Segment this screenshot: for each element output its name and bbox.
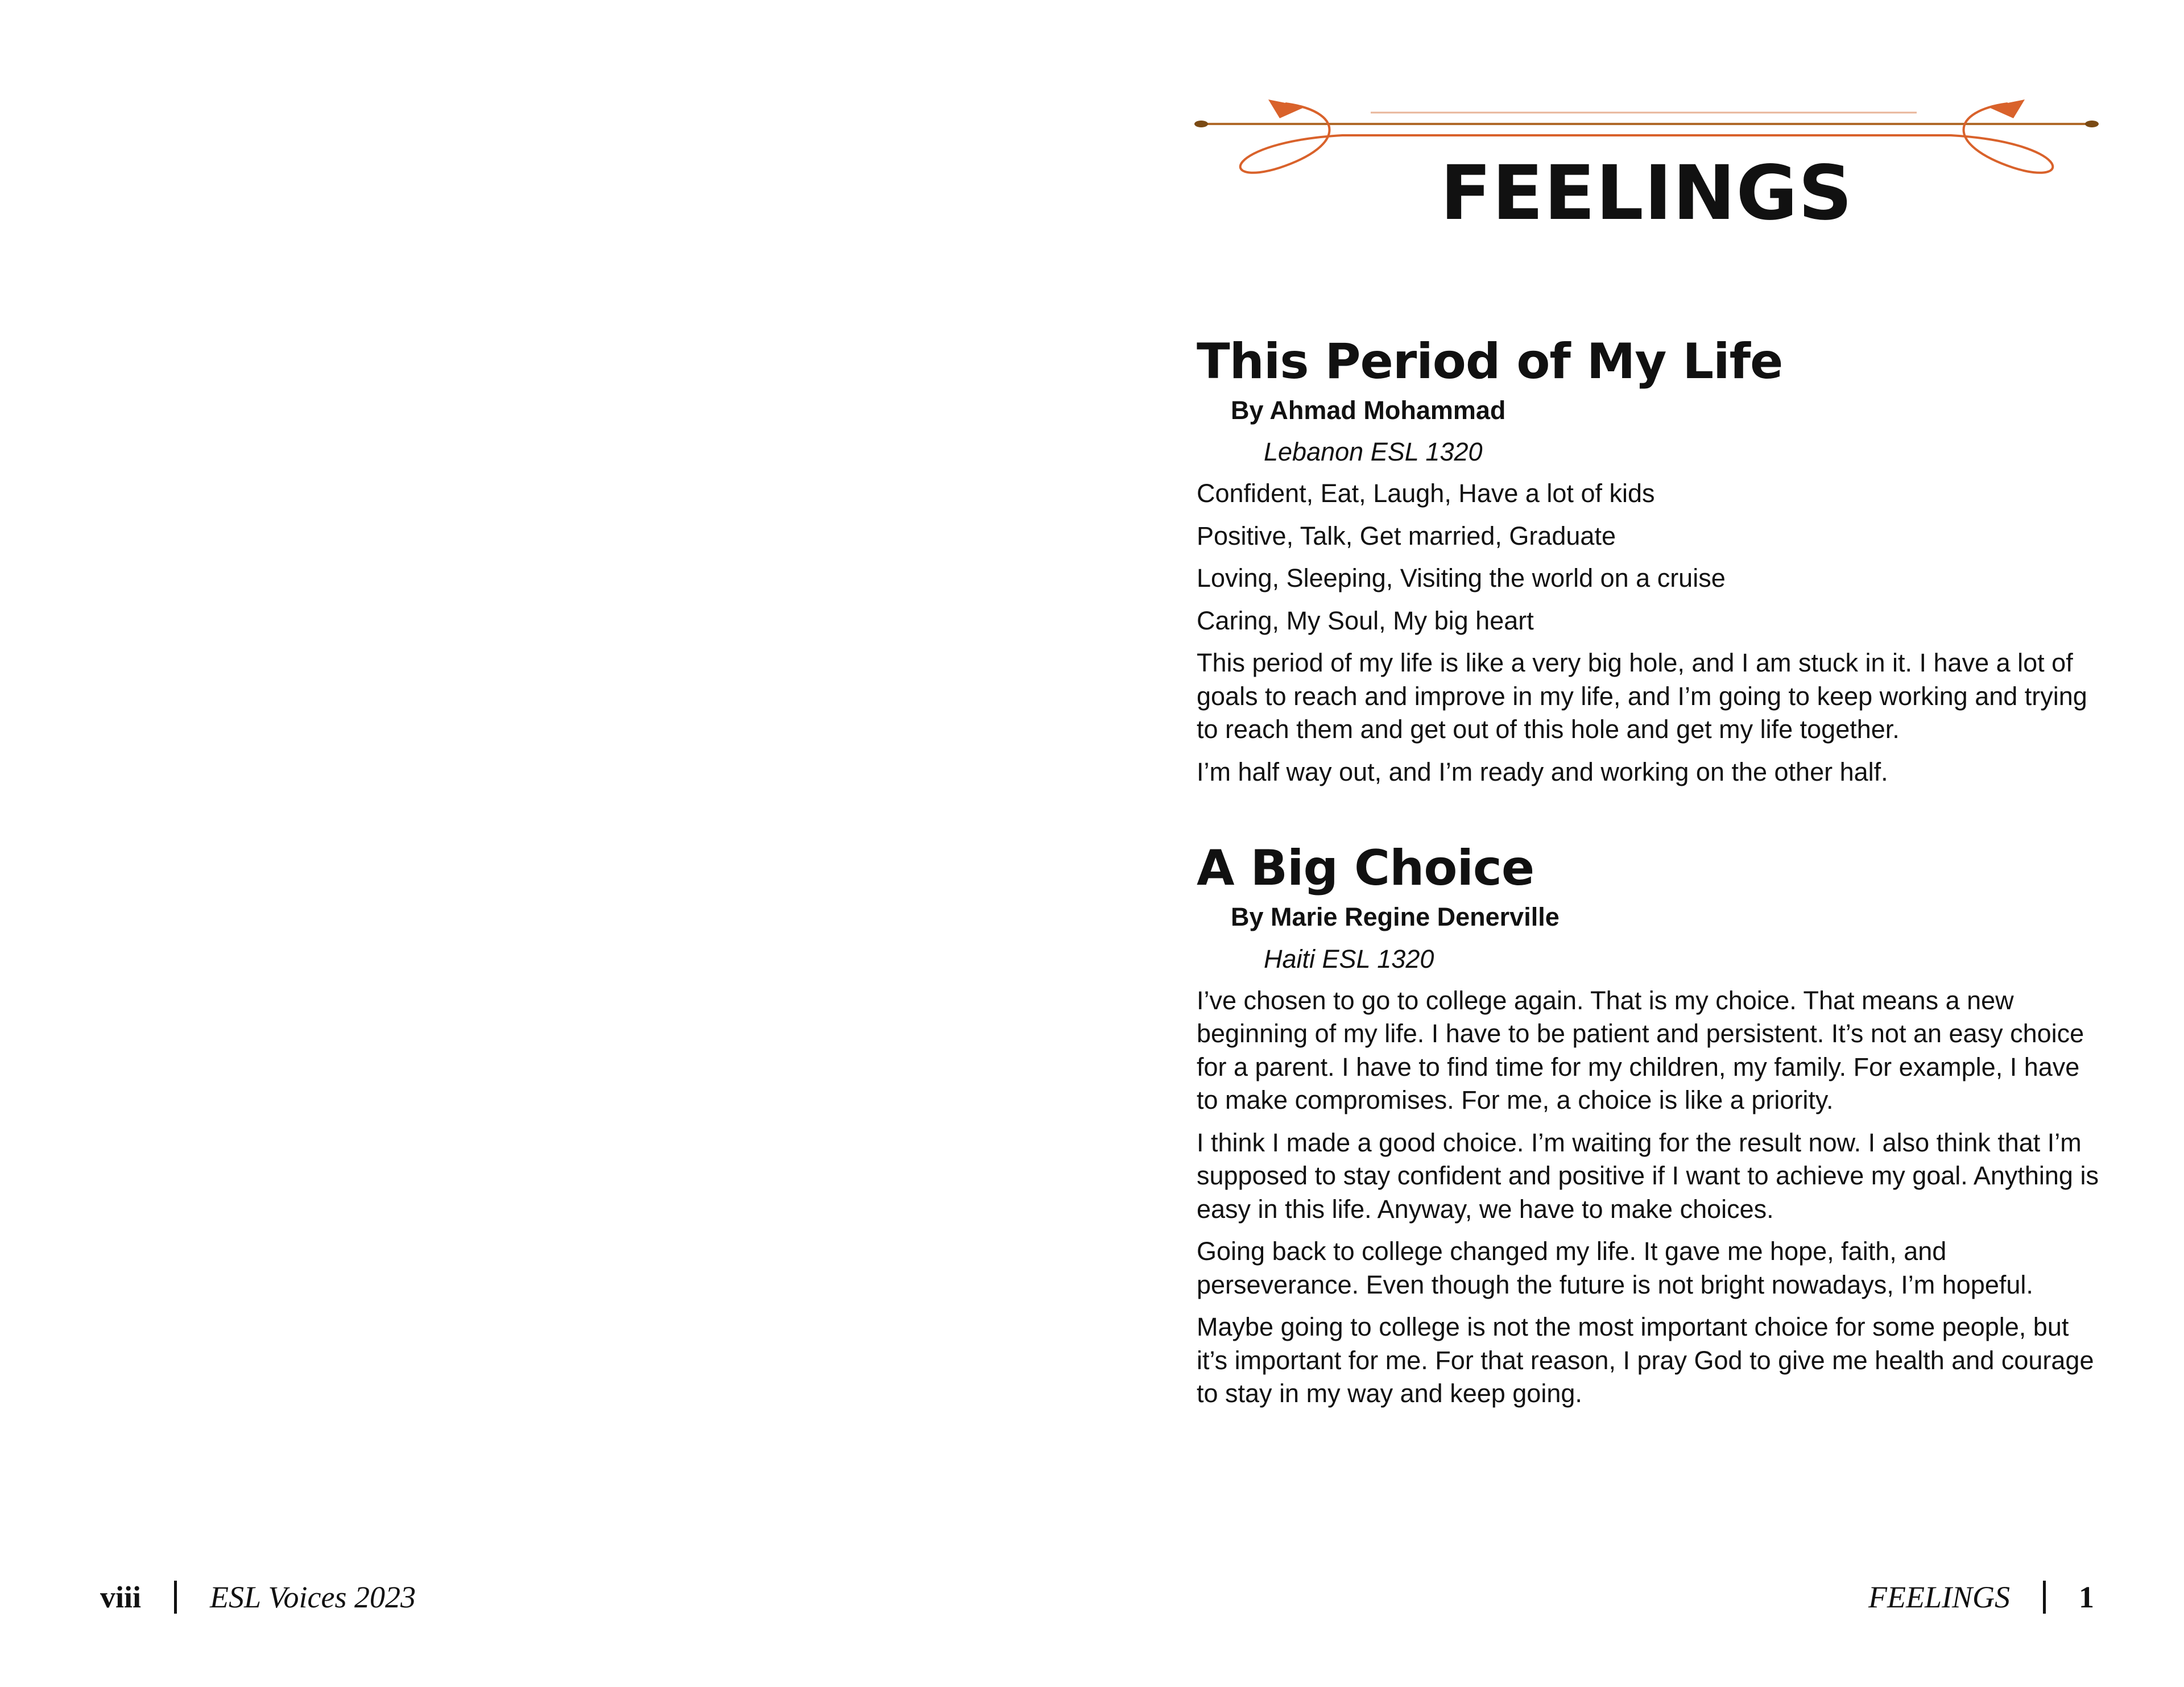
page-number: viii	[100, 1580, 142, 1614]
story	[1197, 335, 2107, 789]
story-title: This Period of My Life	[1197, 333, 1783, 390]
running-title: ESL Voices 2023	[210, 1580, 416, 1614]
story-paragraph: I’m half way out, and I’m ready and working on the other half.	[1197, 757, 1888, 786]
story-paragraph: Maybe going to college is not the most important choice for some people, but it’s important for me. For that reason, I pray God to give me health and courage to stay in my way and keep going.	[1197, 1312, 2094, 1408]
story-origin: Lebanon ESL 1320	[1264, 437, 1483, 467]
story-byline: By Marie Regine Denerville	[1231, 902, 1560, 932]
story-title: A Big Choice	[1197, 840, 1534, 897]
story-paragraph: This period of my life is like a very big hole, and I am stuck in it. I have a lot of goals to reach and improve in my life, and I’m going to keep working and trying to reach them and get out of this hole and get my life together.	[1197, 648, 2087, 744]
story-paragraph: Going back to college changed my life. It gave me hope, faith, and perseverance. Even though the future is not bright nowadays, I’m hopeful.	[1197, 1237, 2033, 1299]
page-number: 1	[2079, 1580, 2094, 1614]
footer-right	[1868, 1581, 2094, 1614]
footer-left	[100, 1581, 416, 1614]
story-paragraph: Confident, Eat, Laugh, Have a lot of kids	[1197, 479, 1655, 508]
running-title: FEELINGS	[1868, 1580, 2010, 1614]
story-byline: By Ahmad Mohammad	[1231, 395, 1506, 425]
story-paragraph: I think I made a good choice. I’m waiting for the result now. I also think that I’m supposed to stay confident and positive if I want to achieve my goal. Anything is easy in this life. Anyway, we have to make choices.	[1197, 1128, 2099, 1224]
footer-divider	[2043, 1581, 2046, 1614]
story-paragraph: Caring, My Soul, My big heart	[1197, 606, 1534, 635]
section-title: FEELINGS	[1440, 150, 1853, 237]
story-paragraph: Positive, Talk, Get married, Graduate	[1197, 521, 1616, 550]
story	[1197, 842, 2107, 1410]
footer-divider	[174, 1581, 177, 1614]
story-paragraph: I’ve chosen to go to college again. That is my choice. That means a new beginning of my life. I have to be patient and persistent. It’s not an easy choice for a parent. I have to find time for my children, my family. For example, I have to make compromises. For me, a choice is like a priority.	[1197, 985, 2084, 1115]
story-paragraph: Loving, Sleeping, Visiting the world on a cruise	[1197, 563, 1726, 593]
story-origin: Haiti ESL 1320	[1264, 944, 1434, 973]
main-content	[1197, 335, 2107, 1420]
